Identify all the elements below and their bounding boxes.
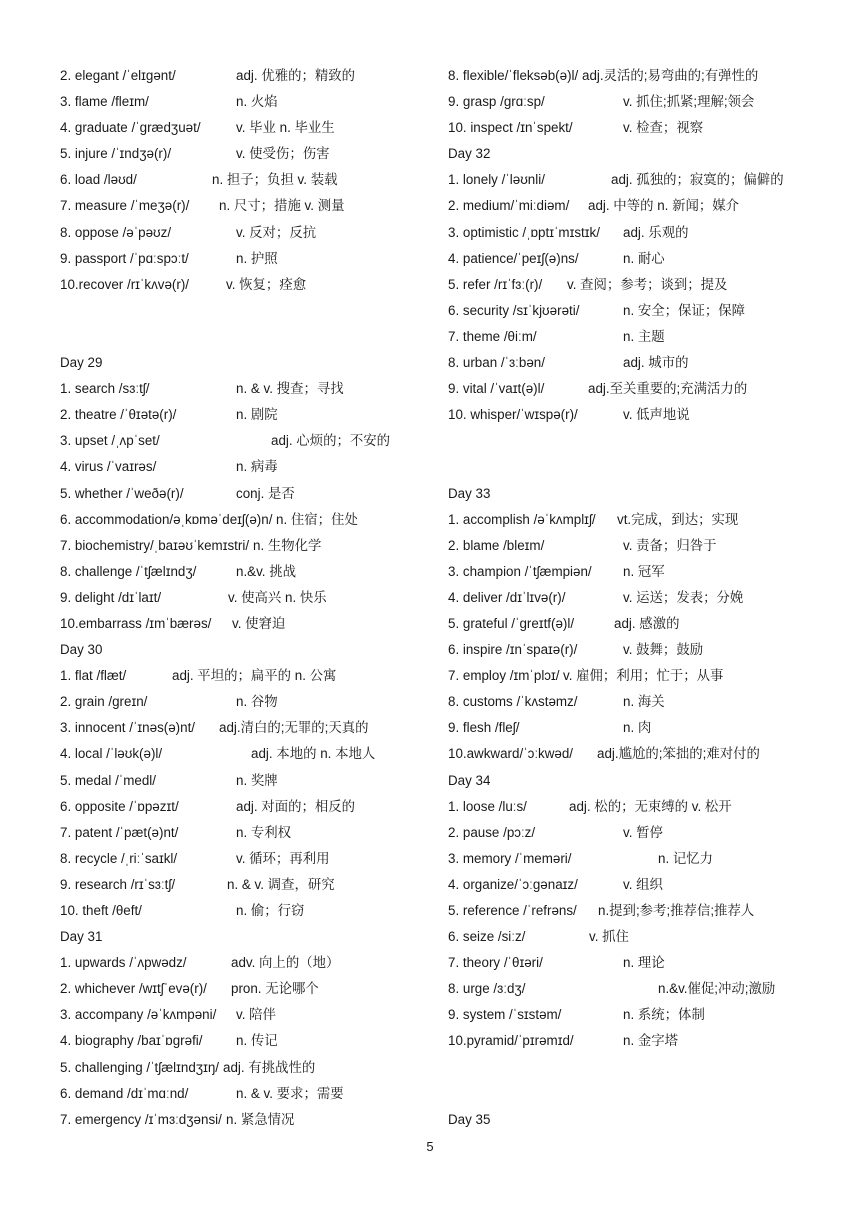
vocab-word: 4. deliver /dɪˈlɪvə(r)/: [448, 589, 566, 605]
vocab-definition: v. 循环；再利用: [236, 850, 330, 866]
vocab-definition: n. 尺寸；措施 v. 测量: [219, 198, 345, 214]
vocab-entry: [448, 350, 848, 376]
vocab-word: 2. whichever /wɪtʃˈevə(r)/: [60, 981, 207, 997]
vocab-entry: [448, 402, 848, 428]
vocab-entry: [60, 846, 430, 872]
vocab-entry: [60, 115, 430, 141]
vocab-definition: adj.清白的;无罪的;天真的: [219, 720, 369, 736]
vocab-word: 7. employ /ɪmˈplɔɪ/: [448, 668, 560, 684]
left-column: [60, 63, 430, 1133]
vocab-word: 10. whisper/ˈwɪspə(r)/: [448, 407, 578, 423]
vocab-entry: [448, 1002, 848, 1028]
vocab-definition: v. 查阅；参考；谈到；提及: [567, 276, 728, 292]
vocab-entry: [448, 220, 848, 246]
vocab-word: 7. emergency /ɪˈmɜːdʒənsi/: [60, 1111, 222, 1127]
vocab-entry: [60, 63, 430, 89]
vocab-definition: v. 使窘迫: [232, 615, 286, 631]
vocab-word: 2. elegant /ˈelɪɡənt/: [60, 68, 176, 83]
vocab-word: 6. seize /siːz/: [448, 929, 526, 945]
vocab-word: 6. load /ləʊd/: [60, 172, 137, 188]
right-column: [448, 63, 848, 1133]
vocab-entry: [60, 376, 430, 402]
vocab-entry: [448, 115, 848, 141]
vocab-entry: [448, 924, 848, 950]
vocab-definition: n. 护照: [236, 250, 278, 266]
vocab-word: 5. reference /ˈrefrəns/: [448, 903, 577, 918]
vocab-entry: [60, 507, 430, 533]
vocab-word: 10.recover /rɪˈkʌvə(r)/: [60, 276, 190, 292]
vocab-word: 9. system /ˈsɪstəm/: [448, 1007, 562, 1023]
vocab-entry: [448, 272, 848, 298]
day-heading-text: Day 30: [60, 642, 103, 658]
vocab-definition: n. 传记: [236, 1033, 278, 1049]
blank-line: [448, 1081, 848, 1107]
vocab-word: 8. urban /ˈɜːbən/: [448, 355, 545, 371]
vocab-definition: n. & v. 调查，研究: [227, 876, 335, 892]
vocab-word: 10. theft /θeft/: [60, 903, 142, 918]
blank-line: [448, 1055, 848, 1081]
vocab-entry: [60, 794, 430, 820]
vocab-word: 1. upwards /ˈʌpwədz/: [60, 955, 187, 971]
blank-line: [448, 454, 848, 480]
vocab-definition: v. 检查；视察: [623, 120, 704, 136]
vocab-word: 3. memory /ˈmeməri/: [448, 850, 572, 866]
vocab-word: 9. flesh /fleʃ/: [448, 720, 520, 736]
vocab-word: 2. medium/ˈmiːdiəm/: [448, 198, 570, 214]
vocab-definition: adj. 感激的: [614, 615, 680, 631]
vocab-word: 8. urge /ɜːdʒ/: [448, 981, 526, 997]
day-heading: [448, 768, 848, 794]
vocab-entry: [60, 246, 430, 272]
day-heading: [448, 141, 848, 167]
vocab-word: 4. organize/ˈɔːɡənaɪz/: [448, 876, 578, 892]
vocab-definition: adj. 城市的: [623, 355, 689, 371]
vocab-entry: [448, 898, 848, 924]
vocab-definition: n. 剧院: [236, 407, 278, 423]
vocab-word: 2. blame /bleɪm/: [448, 537, 545, 553]
vocab-entry: [60, 689, 430, 715]
vocab-definition: adv. 向上的（地）: [231, 955, 340, 971]
vocab-word: 5. grateful /ˈɡreɪtf(ə)l/: [448, 615, 575, 631]
vocab-word: 3. accompany /əˈkʌmpəni/: [60, 1007, 217, 1023]
vocab-definition: n. 紧急情况: [226, 1111, 295, 1127]
vocab-entry: [448, 872, 848, 898]
vocab-entry: [448, 193, 848, 219]
vocab-definition: n. 奖牌: [236, 772, 278, 788]
vocab-definition: n. 火焰: [236, 94, 278, 110]
vocab-word: 8. customs /ˈkʌstəmz/: [448, 694, 578, 710]
vocab-word: 9. research /rɪˈsɜːtʃ/: [60, 876, 176, 892]
vocab-entry: [448, 950, 848, 976]
vocab-word: 1. search /sɜːtʃ/: [60, 381, 150, 397]
vocab-entry: [448, 611, 848, 637]
vocab-entry: [60, 1107, 430, 1133]
vocab-definition: n. 住宿；住处: [276, 511, 358, 527]
vocab-entry: [448, 689, 848, 715]
vocab-entry: [448, 741, 848, 767]
blank-line: [60, 324, 430, 350]
vocab-definition: adj. 平坦的；扁平的 n. 公寓: [172, 668, 337, 684]
vocab-definition: v. 使受伤；伤害: [236, 146, 330, 162]
vocab-entry: [60, 481, 430, 507]
vocab-word: 4. local /ˈləʊk(ə)l/: [60, 746, 163, 762]
vocab-entry: [448, 846, 848, 872]
day-heading-text: Day 34: [448, 772, 491, 788]
vocab-entry: [448, 663, 848, 689]
vocab-entry: [60, 741, 430, 767]
vocab-word: 7. theme /θiːm/: [448, 328, 537, 344]
vocab-definition: conj. 是否: [236, 485, 295, 501]
vocab-word: 3. upset /ˌʌpˈset/: [60, 433, 160, 449]
vocab-definition: n. 专利权: [236, 824, 292, 840]
vocab-entry: [60, 559, 430, 585]
vocab-word: 3. flame /fleɪm/: [60, 94, 149, 110]
vocab-word: 1. accomplish /əˈkʌmplɪʃ/: [448, 511, 596, 527]
vocab-word: 3. optimistic /ˌɒptɪˈmɪstɪk/: [448, 224, 600, 240]
vocab-word: 1. loose /luːs/: [448, 798, 527, 814]
vocab-definition: v. 鼓舞；鼓励: [623, 642, 704, 658]
vocab-word: 4. patience/ˈpeɪʃ(ə)ns/: [448, 250, 579, 266]
vocab-definition: vt.完成，到达；实现: [617, 511, 739, 527]
vocab-entry: [448, 585, 848, 611]
vocab-word: 6. opposite /ˈɒpəzɪt/: [60, 798, 179, 814]
day-heading: [60, 924, 430, 950]
vocab-definition: adj. 优雅的；精致的: [236, 68, 356, 83]
vocab-entry: [448, 298, 848, 324]
vocab-definition: v. 责备；归咎于: [623, 537, 717, 553]
vocab-word: 6. security /sɪˈkjʊərəti/: [448, 302, 580, 318]
vocab-definition: n.&v. 挑战: [236, 563, 297, 579]
vocab-definition: n. 耐心: [623, 250, 665, 266]
vocab-entry: [60, 898, 430, 924]
vocab-entry: [448, 637, 848, 663]
vocab-definition: adj. 有挑战性的: [223, 1059, 316, 1075]
vocab-entry: [448, 715, 848, 741]
vocab-entry: [60, 585, 430, 611]
vocab-entry: [448, 167, 848, 193]
vocab-entry: [448, 324, 848, 350]
vocab-word: 7. measure /ˈmeʒə(r)/: [60, 198, 190, 214]
vocab-entry: [448, 820, 848, 846]
vocab-definition: n. 安全；保证；保障: [623, 302, 746, 318]
vocab-definition: n. 主题: [623, 328, 665, 344]
vocab-definition: n. 生物化学: [253, 537, 322, 553]
vocab-definition: v. 抓住: [589, 929, 629, 945]
vocab-word: 2. pause /pɔːz/: [448, 824, 536, 840]
vocab-definition: n. 谷物: [236, 694, 278, 710]
day-heading: [448, 1107, 848, 1133]
vocab-definition: adj. 孤独的；寂寞的；偏僻的: [611, 172, 784, 188]
vocab-definition: adj.尴尬的;笨拙的;难对付的: [597, 746, 760, 762]
vocab-entry: [60, 1081, 430, 1107]
vocab-definition: v. 组织: [623, 876, 663, 892]
vocab-definition: n. 记忆力: [658, 850, 714, 866]
day-heading-text: Day 35: [448, 1111, 491, 1127]
vocab-word: 7. theory /ˈθɪəri/: [448, 955, 543, 971]
vocab-word: 5. refer /rɪˈfɜː(r)/: [448, 276, 543, 292]
vocab-entry: [60, 167, 430, 193]
vocab-entry: [60, 820, 430, 846]
vocab-definition: adj. 本地的 n. 本地人: [251, 746, 376, 762]
vocab-word: 6. demand /dɪˈmɑːnd/: [60, 1085, 189, 1101]
vocab-word: 10. inspect /ɪnˈspekt/: [448, 120, 573, 136]
vocab-definition: v. 雇佣；利用；忙于；从事: [563, 668, 724, 684]
vocab-word: 6. accommodation/əˌkɒməˈdeɪʃ(ə)n/: [60, 511, 273, 527]
vocab-definition: adj. 乐观的: [623, 224, 689, 240]
vocab-entry: [448, 1028, 848, 1054]
vocab-word: 5. challenging /ˈtʃælɪndʒɪŋ/: [60, 1059, 220, 1075]
vocab-word: 3. innocent /ˈɪnəs(ə)nt/: [60, 720, 196, 736]
vocab-word: 9. passport /ˈpɑːspɔːt/: [60, 250, 189, 266]
vocab-word: 10.embarrass /ɪmˈbærəs/: [60, 615, 212, 631]
day-heading: [448, 481, 848, 507]
vocab-definition: v. 运送；发表；分娩: [623, 589, 744, 605]
vocab-entry: [448, 794, 848, 820]
vocab-definition: v. 反对；反抗: [236, 224, 317, 240]
page-number: 5: [426, 1139, 434, 1154]
vocab-word: 4. virus /ˈvaɪrəs/: [60, 459, 157, 475]
vocab-definition: n. 病毒: [236, 459, 278, 475]
vocab-definition: adj. 心烦的；不安的: [271, 433, 391, 449]
vocab-entry: [60, 454, 430, 480]
vocab-entry: [448, 89, 848, 115]
vocab-definition: pron. 无论哪个: [231, 981, 319, 997]
vocab-definition: n. 肉: [623, 720, 652, 736]
vocab-word: 3. champion /ˈtʃæmpiən/: [448, 563, 592, 579]
vocab-word: 4. biography /baɪˈɒɡrəfi/: [60, 1033, 203, 1049]
vocab-definition: adj.灵活的;易弯曲的;有弹性的: [582, 68, 759, 83]
vocab-word: 9. vital /ˈvaɪt(ə)l/: [448, 381, 545, 397]
vocab-word: 7. patent /ˈpæt(ə)nt/: [60, 824, 179, 840]
vocab-definition: adj.至关重要的;充满活力的: [588, 381, 748, 397]
vocab-definition: n. & v. 要求；需要: [236, 1085, 344, 1101]
vocab-word: 9. delight /dɪˈlaɪt/: [60, 589, 162, 605]
vocab-definition: v. 低声地说: [623, 407, 690, 423]
vocab-word: 8. challenge /ˈtʃælɪndʒ/: [60, 563, 197, 579]
vocab-entry: [60, 663, 430, 689]
day-heading-text: Day 32: [448, 146, 491, 162]
vocab-word: 2. theatre /ˈθɪətə(r)/: [60, 407, 177, 423]
vocab-entry: [448, 376, 848, 402]
vocab-definition: n. 海关: [623, 694, 665, 710]
blank-line: [448, 428, 848, 454]
vocab-entry: [60, 768, 430, 794]
vocab-entry: [60, 1055, 430, 1081]
vocab-word: 5. injure /ˈɪndʒə(r)/: [60, 146, 172, 162]
vocab-definition: v. 恢复；痊愈: [226, 276, 307, 292]
vocab-entry: [60, 1002, 430, 1028]
vocab-entry: [60, 611, 430, 637]
vocab-entry: [60, 220, 430, 246]
vocab-definition: v. 使高兴 n. 快乐: [228, 589, 327, 605]
blank-line: [60, 298, 430, 324]
vocab-entry: [448, 246, 848, 272]
vocab-entry: [60, 1028, 430, 1054]
vocab-definition: v. 毕业 n. 毕业生: [236, 120, 335, 136]
vocab-word: 1. flat /flæt/: [60, 668, 127, 684]
vocab-entry: [60, 428, 430, 454]
vocab-definition: n. 担子；负担 v. 装载: [212, 172, 338, 188]
vocab-definition: adj. 松的；无束缚的 v. 松开: [569, 798, 732, 814]
vocab-entry: [60, 402, 430, 428]
vocab-entry: [448, 533, 848, 559]
vocab-word: 8. flexible/ˈfleksəb(ə)l/: [448, 68, 579, 83]
vocab-word: 6. inspire /ɪnˈspaɪə(r)/: [448, 642, 578, 658]
vocab-word: 2. grain /ɡreɪn/: [60, 694, 148, 710]
day-heading: [60, 637, 430, 663]
vocab-word: 9. grasp /ɡrɑːsp/: [448, 94, 545, 110]
vocab-entry: [60, 715, 430, 741]
vocab-entry: [60, 141, 430, 167]
vocab-definition: n.&v.催促;冲动;激励: [658, 981, 776, 997]
vocab-entry: [448, 559, 848, 585]
vocab-definition: n. 系统；体制: [623, 1007, 705, 1023]
vocab-entry: [60, 272, 430, 298]
vocab-definition: n. 金字塔: [623, 1033, 679, 1049]
vocab-definition: n. & v. 搜查；寻找: [236, 381, 344, 397]
vocab-word: 1. lonely /ˈləʊnli/: [448, 172, 545, 188]
vocab-definition: v. 抓住;抓紧;理解;领会: [623, 94, 755, 110]
vocab-entry: [60, 976, 430, 1002]
vocab-definition: adj. 对面的；相反的: [236, 798, 356, 814]
vocab-entry: [60, 872, 430, 898]
vocab-entry: [60, 89, 430, 115]
vocab-entry: [60, 950, 430, 976]
vocab-definition: v. 暂停: [623, 824, 663, 840]
vocab-entry: [448, 63, 848, 89]
day-heading-text: Day 29: [60, 355, 103, 371]
vocab-word: 5. whether /ˈweðə(r)/: [60, 485, 184, 501]
vocab-word: 8. recycle /ˌriːˈsaɪkl/: [60, 850, 178, 866]
vocab-definition: v. 陪伴: [236, 1007, 276, 1023]
vocab-word: 10.awkward/ˈɔːkwəd/: [448, 746, 574, 762]
day-heading-text: Day 33: [448, 485, 491, 501]
vocab-entry: [448, 976, 848, 1002]
vocab-definition: n. 冠军: [623, 563, 665, 579]
vocab-definition: n. 理论: [623, 955, 665, 971]
vocab-definition: adj. 中等的 n. 新闻；媒介: [588, 198, 740, 214]
vocab-word: 8. oppose /əˈpəʊz/: [60, 224, 172, 240]
vocab-word: 5. medal /ˈmedl/: [60, 772, 157, 788]
vocab-word: 4. graduate /ˈɡrædʒuət/: [60, 120, 201, 136]
vocab-word: 10.pyramid/ˈpɪrəmɪd/: [448, 1033, 574, 1049]
vocab-entry: [60, 193, 430, 219]
vocab-entry: [448, 507, 848, 533]
day-heading: [60, 350, 430, 376]
vocab-word: 7. biochemistry/ˌbaɪəʊˈkemɪstri/: [60, 537, 250, 553]
day-heading-text: Day 31: [60, 929, 103, 945]
vocab-definition: n.提到;参考;推荐信;推荐人: [598, 903, 755, 918]
vocab-entry: [60, 533, 430, 559]
vocab-definition: n. 偷；行窃: [236, 903, 305, 918]
